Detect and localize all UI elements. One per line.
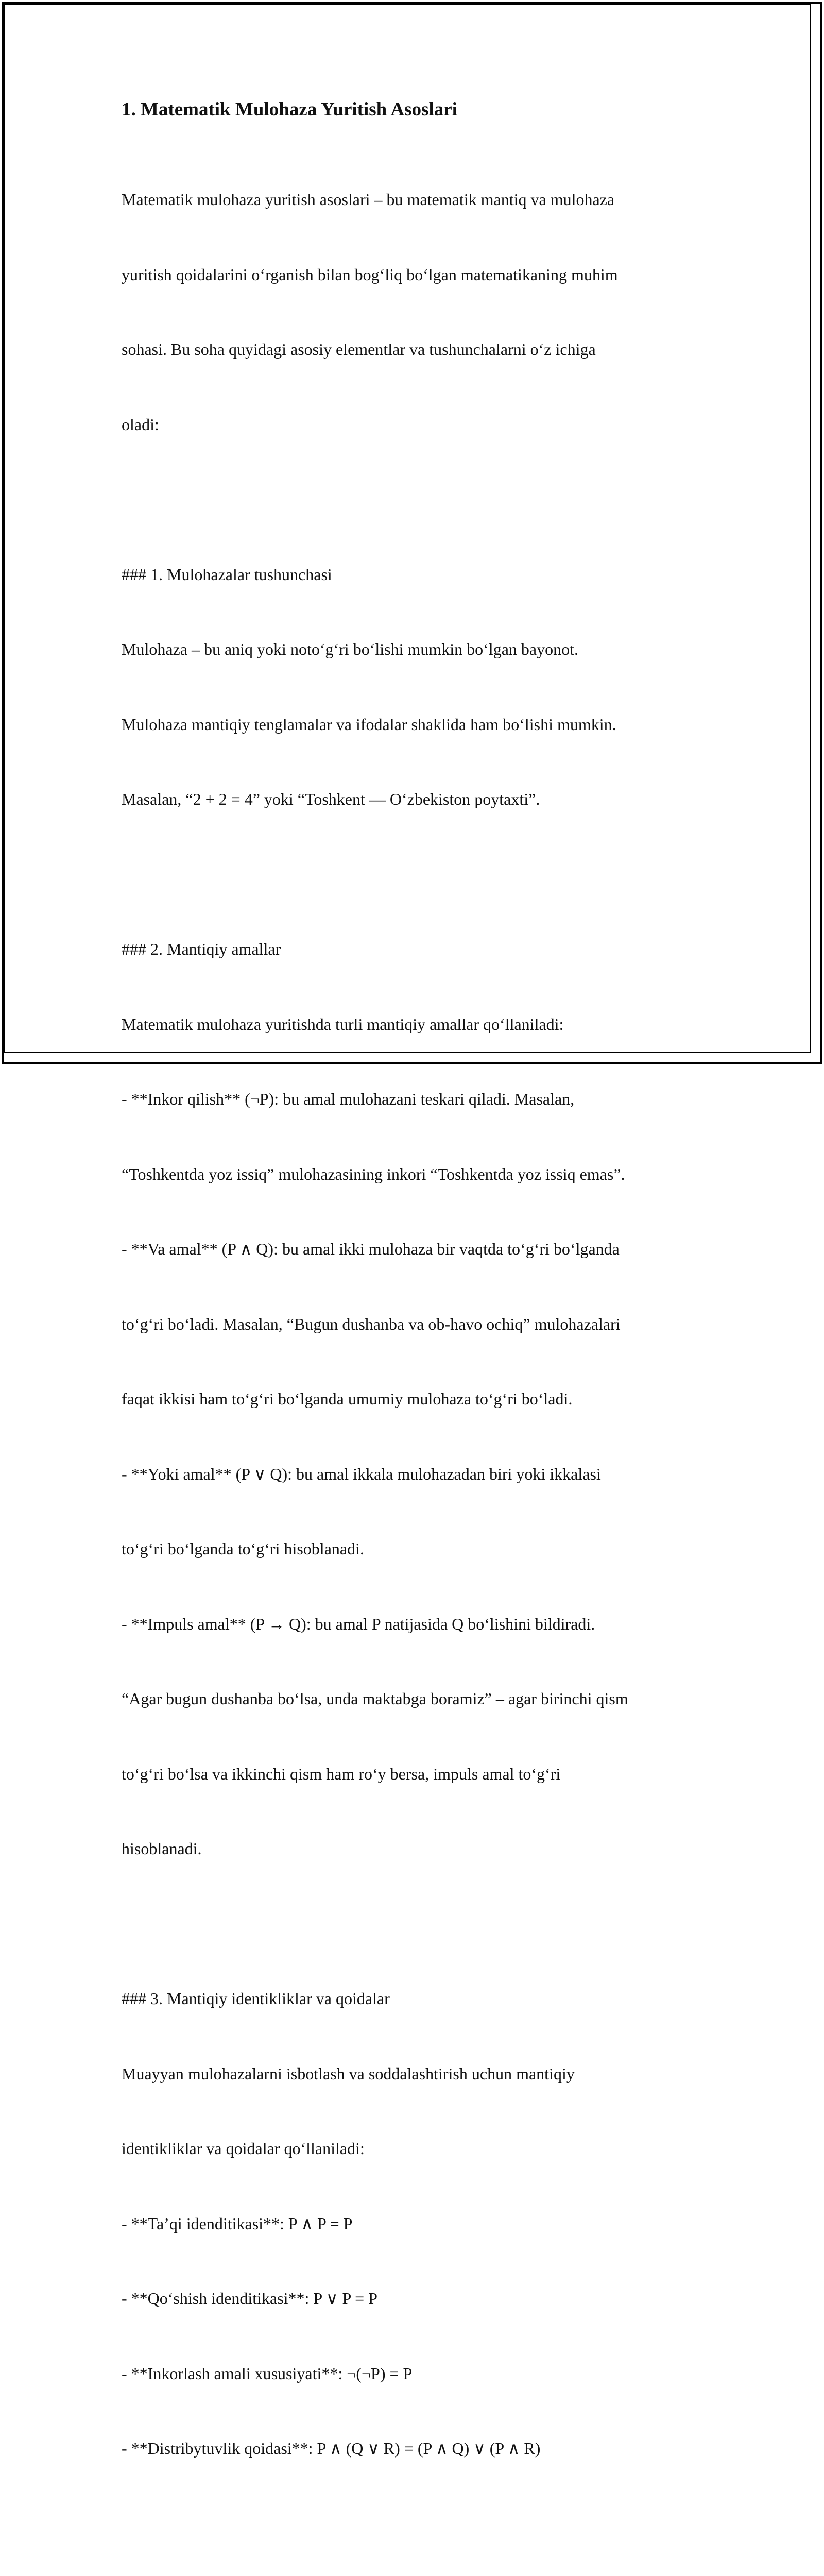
list-item-line: - **Inkor qilish** (¬P): bu amal mulohazani teskari qiladi. Masalan, <box>122 1090 575 1108</box>
text-line: to‘g‘ri bo‘lganda to‘g‘ri hisoblanadi. <box>122 1539 364 1558</box>
document-text <box>122 137 709 2576</box>
text-line: Mulohaza – bu aniq yoki noto‘g‘ri bo‘lishi mumkin bo‘lgan bayonot. <box>122 640 578 658</box>
list-item-line: - **Distribytuvlik qoidasi**: P ∧ (Q ∨ R) = (P ∧ Q) ∨ (P ∧ R) <box>122 2439 541 2458</box>
blank-line <box>122 2511 709 2536</box>
text-line: Mulohaza mantiqiy tenglamalar va ifodalar shaklida ham bo‘lishi mumkin. <box>122 715 616 734</box>
section-heading: ### 2. Mantiqiy amallar <box>122 940 281 958</box>
text-line: identikliklar va qoidalar qo‘llaniladi: <box>122 2139 365 2158</box>
text-line: Matematik mulohaza yuritishda turli mantiqiy amallar qo‘llaniladi: <box>122 1014 564 1033</box>
list-item-line: - **Ta’qi idenditikasi**: P ∧ P = P <box>122 2214 353 2233</box>
text-line: “Agar bugun dushanba bo‘lsa, unda maktabga boramiz” – agar birinchi qism <box>122 1689 628 1708</box>
blank-line <box>122 487 709 512</box>
list-item-line: - **Va amal** (P ∧ Q): bu amal ikki mulohaza bir vaqtda to‘g‘ri bo‘lganda <box>122 1240 620 1258</box>
blank-line <box>122 1911 709 1937</box>
section-heading: ### 1. Mulohazalar tushunchasi <box>122 565 332 584</box>
text-line: sohasi. Bu soha quyidagi asosiy elementlar va tushunchalarni o‘z ichiga <box>122 340 596 359</box>
text-line: to‘g‘ri bo‘lsa va ikkinchi qism ham ro‘y bersa, impuls amal to‘g‘ri <box>122 1764 561 1783</box>
text-line: Muayyan mulohazalarni isbotlash va soddalashtirish uchun mantiqiy <box>122 2064 575 2083</box>
text-line: faqat ikkisi ham to‘g‘ri bo‘lganda umumiy mulohaza to‘g‘ri bo‘ladi. <box>122 1389 573 1408</box>
text-line: oladi: <box>122 415 159 434</box>
document-body <box>122 96 709 2576</box>
text-line: “Toshkentda yoz issiq” mulohazasining inkori “Toshkentda yoz issiq emas”. <box>122 1164 625 1183</box>
list-item-line: - **Inkorlash amali xususiyati**: ¬(¬P) = P <box>122 2364 413 2383</box>
blank-line <box>122 862 709 887</box>
section-heading: ### 3. Mantiqiy identikliklar va qoidalar <box>122 1989 390 2008</box>
list-item-line: - **Impuls amal** (P → Q): bu amal P natijasida Q bo‘lishini bildiradi. <box>122 1614 595 1633</box>
list-item-line: - **Yoki amal** (P ∨ Q): bu amal ikkala mulohazadan biri yoki ikkalasi <box>122 1464 601 1483</box>
text-line: yuritish qoidalarini o‘rganish bilan bog‘liq bo‘lgan matematikaning muhim <box>122 265 618 284</box>
text-line: Masalan, “2 + 2 = 4” yoki “Toshkent — O‘zbekiston poytaxti”. <box>122 790 540 808</box>
text-line: hisoblanadi. <box>122 1839 202 1858</box>
text-line: to‘g‘ri bo‘ladi. Masalan, “Bugun dushanba va ob-havo ochiq” mulohazalari <box>122 1314 621 1333</box>
text-line: Matematik mulohaza yuritish asoslari – bu matematik mantiq va mulohaza <box>122 190 615 209</box>
document-title: 1. Matematik Mulohaza Yuritish Asoslari <box>122 99 457 120</box>
list-item-line: - **Qo‘shish idenditikasi**: P ∨ P = P <box>122 2289 377 2308</box>
